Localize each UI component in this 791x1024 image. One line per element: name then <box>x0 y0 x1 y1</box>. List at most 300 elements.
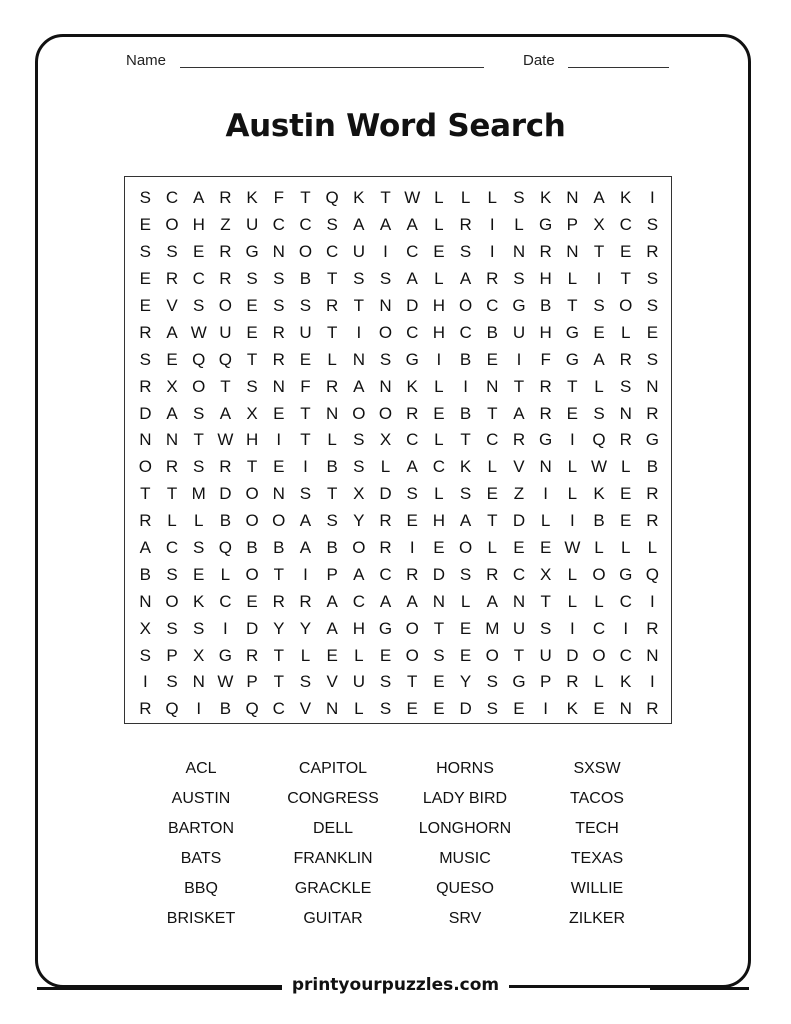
grid-letter: L <box>434 376 444 396</box>
grid-letter: S <box>353 269 365 289</box>
grid-letter: B <box>646 457 659 477</box>
grid-letter: N <box>326 403 339 423</box>
grid-letter: S <box>139 645 152 665</box>
grid-letter: A <box>299 538 312 558</box>
grid-letter: G <box>512 672 526 692</box>
grid-letter: S <box>273 269 285 289</box>
word-list-item: SRV <box>448 910 482 927</box>
grid-letter: T <box>540 591 551 611</box>
grid-letter: E <box>273 403 285 423</box>
grid-letter: E <box>193 564 205 584</box>
grid-letter: F <box>540 349 551 369</box>
grid-letter: S <box>299 672 312 692</box>
grid-letter: L <box>380 457 391 477</box>
grid-letter: B <box>273 538 285 558</box>
grid-letter: Q <box>192 349 206 369</box>
grid-letter: O <box>138 457 152 477</box>
grid-letter: L <box>354 645 364 665</box>
grid-letter: V <box>299 699 312 719</box>
grid-letter: O <box>352 403 366 423</box>
grid-letter: N <box>512 242 526 262</box>
grid-letter: Q <box>592 430 606 450</box>
grid-letter: L <box>514 215 524 235</box>
grid-letter: E <box>539 538 552 558</box>
grid-letter: Q <box>245 699 259 719</box>
grid-letter: I <box>543 484 549 504</box>
grid-letter: E <box>166 349 178 369</box>
grid-letter: D <box>379 484 392 504</box>
grid-letter: H <box>432 511 446 531</box>
grid-letter: S <box>459 242 472 262</box>
grid-letter: O <box>272 511 286 531</box>
grid-letter: E <box>433 672 445 692</box>
grid-letter: R <box>139 322 152 342</box>
grid-letter: L <box>567 564 578 584</box>
grid-letter: E <box>459 645 472 665</box>
word-list-item: LONGHORN <box>418 820 512 837</box>
grid-letter: L <box>567 457 578 477</box>
grid-letter: K <box>193 591 205 611</box>
grid-letter: R <box>646 484 659 504</box>
grid-letter: L <box>620 322 631 342</box>
grid-letter: C <box>486 296 499 315</box>
grid-letter: T <box>220 376 231 396</box>
grid-letter: S <box>193 403 205 423</box>
grid-letter: I <box>463 376 468 396</box>
grid-letter: Y <box>459 672 472 692</box>
grid-letter: L <box>327 349 337 369</box>
grid-letter: E <box>513 538 525 558</box>
grid-letter: S <box>273 296 285 315</box>
grid-letter: I <box>623 618 629 638</box>
grid-letter: N <box>352 349 365 369</box>
grid-letter: C <box>219 591 232 611</box>
grid-letter: E <box>246 296 258 315</box>
grid-letter: N <box>326 699 339 719</box>
grid-letter: S <box>646 296 659 315</box>
grid-letter: R <box>646 618 659 638</box>
grid-letter: R <box>379 511 392 531</box>
grid-letter: T <box>460 430 471 450</box>
grid-letter: P <box>326 564 338 584</box>
grid-letter: X <box>139 618 152 638</box>
grid-letter: S <box>353 457 365 477</box>
grid-letter: U <box>512 322 526 342</box>
grid-letter: E <box>326 645 338 665</box>
word-list-item: FRANKLIN <box>293 850 373 867</box>
grid-letter: I <box>142 672 148 692</box>
grid-letter: R <box>619 349 632 369</box>
grid-letter: R <box>272 349 285 369</box>
grid-letter: E <box>406 699 418 719</box>
grid-letter: C <box>459 322 472 342</box>
word-list-item: CAPITOL <box>298 760 368 777</box>
grid-letter: A <box>139 538 152 558</box>
grid-letter: N <box>272 376 285 396</box>
grid-letter: Z <box>220 215 231 235</box>
grid-letter: A <box>593 188 605 208</box>
grid-letter: R <box>219 242 232 262</box>
grid-letter: D <box>432 564 446 584</box>
grid-letter: G <box>245 242 259 262</box>
grid-letter: S <box>379 269 392 289</box>
grid-letter: G <box>645 430 660 450</box>
grid-letter: R <box>272 322 285 342</box>
grid-letter: N <box>539 457 552 477</box>
grid-letter: D <box>219 484 232 504</box>
grid-letter: W <box>217 430 234 450</box>
grid-letter: C <box>512 564 526 584</box>
grid-letter: H <box>352 618 365 638</box>
grid-letter: C <box>379 564 392 584</box>
grid-letter: T <box>407 672 418 692</box>
grid-letter: R <box>219 188 232 208</box>
grid-letter: S <box>646 215 659 235</box>
grid-letter: S <box>193 538 205 558</box>
grid-letter: I <box>196 699 202 719</box>
grid-letter: U <box>299 322 312 342</box>
word-list-item: ACL <box>185 760 217 777</box>
grid-letter: U <box>539 645 552 665</box>
grid-letter: T <box>513 376 525 396</box>
grid-letter: E <box>566 403 579 423</box>
grid-letter: R <box>272 591 285 611</box>
word-list-item: WILLIE <box>570 880 624 897</box>
grid-letter: C <box>352 591 365 611</box>
grid-letter: R <box>646 242 659 262</box>
grid-letter: N <box>379 296 392 315</box>
grid-letter: R <box>646 699 659 719</box>
grid-letter: A <box>326 618 338 638</box>
grid-letter: L <box>460 188 471 208</box>
grid-letter: L <box>567 591 578 611</box>
grid-letter: L <box>540 511 551 531</box>
grid-letter: C <box>406 430 419 450</box>
grid-letter: A <box>379 591 392 611</box>
grid-letter: S <box>486 672 498 692</box>
grid-letter: C <box>432 457 446 477</box>
grid-letter: O <box>485 645 499 665</box>
grid-letter: R <box>299 591 312 611</box>
grid-letter: E <box>593 699 605 719</box>
page-title: Austin Word Search <box>225 108 566 144</box>
grid-letter: A <box>166 403 178 423</box>
grid-letter: S <box>513 188 525 208</box>
grid-letter: L <box>620 457 631 477</box>
grid-letter: S <box>139 188 152 208</box>
grid-letter: H <box>539 269 552 289</box>
grid-letter: I <box>489 215 495 235</box>
grid-letter: S <box>193 618 205 638</box>
grid-letter: S <box>299 484 312 504</box>
grid-letter: L <box>300 645 311 665</box>
grid-letter: E <box>433 242 445 262</box>
grid-letter: L <box>434 269 444 289</box>
word-list-item: HORNS <box>436 760 494 777</box>
grid-letter: V <box>166 296 178 315</box>
grid-letter: R <box>139 699 152 719</box>
grid-letter: O <box>405 618 419 638</box>
grid-letter: T <box>300 430 311 450</box>
grid-letter: L <box>594 376 604 396</box>
grid-letter: W <box>190 322 207 342</box>
grid-letter: L <box>354 699 364 719</box>
grid-letter: T <box>593 242 605 262</box>
grid-letter: Q <box>218 349 233 369</box>
grid-letter: T <box>273 564 284 584</box>
grid-letter: O <box>352 538 366 558</box>
grid-letter: S <box>326 511 338 531</box>
grid-letter: P <box>166 645 178 665</box>
grid-letter: I <box>569 618 575 638</box>
grid-letter: M <box>485 618 500 638</box>
grid-letter: L <box>434 484 444 504</box>
grid-letter: R <box>486 564 499 584</box>
word-list-item: GUITAR <box>303 910 363 927</box>
grid-letter: G <box>619 564 633 584</box>
grid-letter: U <box>352 242 365 262</box>
grid-letter: A <box>353 376 365 396</box>
grid-letter: K <box>566 699 579 719</box>
word-list-item: GRACKLE <box>294 880 372 897</box>
grid-letter: C <box>165 538 179 558</box>
grid-letter: E <box>620 511 632 531</box>
grid-letter: O <box>458 296 473 315</box>
grid-letter: S <box>299 296 312 315</box>
grid-letter: L <box>567 484 578 504</box>
grid-letter: L <box>487 457 498 477</box>
grid-letter: S <box>486 699 498 719</box>
grid-letter: P <box>246 672 258 692</box>
word-list-item: TACOS <box>570 790 624 807</box>
grid-letter: L <box>620 538 631 558</box>
grid-letter: G <box>378 618 393 638</box>
grid-letter: R <box>406 564 419 584</box>
grid-letter: B <box>139 564 152 584</box>
grid-letter: P <box>566 215 579 235</box>
grid-letter: W <box>591 457 608 477</box>
grid-letter: S <box>379 349 392 369</box>
grid-letter: K <box>539 188 552 208</box>
grid-letter: T <box>273 672 284 692</box>
grid-letter: K <box>593 484 605 504</box>
grid-letter: H <box>539 322 552 342</box>
word-list-item: BRISKET <box>166 910 236 927</box>
grid-letter: X <box>193 645 205 665</box>
grid-letter: N <box>272 242 285 262</box>
grid-letter: X <box>353 484 365 504</box>
grid-letter: I <box>383 242 388 262</box>
grid-letter: E <box>593 322 605 342</box>
grid-letter: C <box>272 699 285 719</box>
grid-letter: A <box>459 511 472 531</box>
grid-letter: Q <box>218 538 233 558</box>
grid-letter: G <box>218 645 233 665</box>
grid-letter: B <box>219 511 232 531</box>
grid-letter: L <box>487 188 498 208</box>
name-label: Name <box>126 52 167 69</box>
grid-letter: D <box>406 296 419 315</box>
grid-letter: T <box>326 484 338 504</box>
grid-letter: O <box>298 242 313 262</box>
grid-letter: A <box>406 269 418 289</box>
grid-letter: T <box>300 403 311 423</box>
grid-letter: A <box>486 591 498 611</box>
grid-letter: L <box>594 672 604 692</box>
word-list-item: DELL <box>312 820 354 837</box>
grid-letter: S <box>433 645 445 665</box>
grid-letter: R <box>459 215 472 235</box>
grid-letter: L <box>327 430 337 450</box>
grid-letter: S <box>459 564 472 584</box>
grid-letter: N <box>379 376 392 396</box>
grid-letter: S <box>139 242 152 262</box>
grid-letter: R <box>219 269 232 289</box>
grid-letter: N <box>139 591 152 611</box>
grid-letter: A <box>406 457 418 477</box>
grid-letter: E <box>513 699 525 719</box>
grid-letter: T <box>193 430 204 450</box>
grid-letter: S <box>379 672 392 692</box>
grid-letter: I <box>223 618 228 638</box>
grid-letter: D <box>245 618 259 638</box>
grid-letter: I <box>650 672 655 692</box>
grid-letter: S <box>139 349 152 369</box>
grid-letter: I <box>303 564 308 584</box>
grid-letter: T <box>246 457 258 477</box>
grid-letter: O <box>245 511 259 531</box>
grid-letter: Y <box>353 511 365 531</box>
grid-letter: E <box>246 591 258 611</box>
grid-letter: N <box>619 699 632 719</box>
grid-letter: X <box>379 430 392 450</box>
footer <box>0 975 791 995</box>
grid-letter: S <box>593 403 605 423</box>
grid-letter: L <box>460 591 471 611</box>
grid-letter: E <box>299 349 312 369</box>
grid-letter: L <box>434 188 444 208</box>
grid-letter: Y <box>273 618 285 638</box>
grid-letter: I <box>409 538 415 558</box>
grid-letter: M <box>191 484 206 504</box>
grid-letter: K <box>246 188 258 208</box>
grid-letter: E <box>459 618 472 638</box>
word-list-item: LADY BIRD <box>422 790 508 807</box>
grid-letter: H <box>432 322 446 342</box>
grid-letter: O <box>245 484 259 504</box>
grid-letter: D <box>139 403 152 423</box>
grid-letter: B <box>486 322 498 342</box>
grid-letter: I <box>650 188 655 208</box>
grid-letter: I <box>650 591 655 611</box>
grid-letter: E <box>486 349 498 369</box>
grid-letter: U <box>219 322 232 342</box>
grid-letter: S <box>593 296 605 315</box>
grid-letter: S <box>166 564 178 584</box>
grid-letter: A <box>353 215 365 235</box>
word-list-item: BATS <box>180 850 222 867</box>
grid-letter: O <box>592 564 606 584</box>
grid-letter: I <box>569 511 575 531</box>
grid-letter: R <box>379 538 392 558</box>
grid-letter: T <box>300 188 311 208</box>
grid-letter: U <box>352 672 365 692</box>
puzzle-grid <box>132 185 666 723</box>
grid-letter: B <box>299 269 312 289</box>
grid-letter: L <box>594 538 604 558</box>
grid-letter: L <box>487 538 498 558</box>
grid-letter: B <box>539 296 552 315</box>
grid-letter: T <box>487 511 498 531</box>
grid-letter: A <box>166 322 178 342</box>
grid-letter: B <box>459 403 472 423</box>
grid-letter: S <box>646 269 659 289</box>
word-list-item: BBQ <box>184 880 218 897</box>
word-list-item: SXSW <box>573 760 621 777</box>
grid-letter: N <box>192 672 205 692</box>
grid-letter: C <box>406 322 419 342</box>
grid-letter: S <box>326 215 338 235</box>
grid-letter: S <box>193 457 205 477</box>
grid-letter: R <box>326 296 339 315</box>
grid-letter: I <box>569 430 575 450</box>
grid-letter: C <box>406 242 419 262</box>
grid-letter: T <box>567 296 578 315</box>
grid-letter: C <box>299 215 312 235</box>
grid-letter: W <box>404 188 421 208</box>
grid-letter: A <box>353 564 365 584</box>
grid-letter: I <box>276 430 282 450</box>
grid-letter: S <box>379 699 392 719</box>
grid-letter: A <box>326 591 338 611</box>
word-list-item: CONGRESS <box>287 790 379 807</box>
puzzle-grid-box <box>124 176 672 724</box>
grid-letter: W <box>564 538 581 558</box>
grid-letter: N <box>646 645 659 665</box>
word-list-item: ZILKER <box>568 910 625 927</box>
grid-letter: G <box>512 296 526 315</box>
grid-letter: R <box>139 511 152 531</box>
grid-letter: G <box>539 215 553 235</box>
word-list-item: TEXAS <box>570 850 624 867</box>
grid-letter: T <box>620 269 631 289</box>
grid-letter: K <box>459 457 472 477</box>
grid-letter: O <box>218 296 233 315</box>
grid-letter: R <box>326 376 339 396</box>
grid-letter: L <box>594 591 604 611</box>
grid-letter: R <box>486 269 499 289</box>
grid-letter: N <box>165 430 179 450</box>
grid-letter: A <box>299 511 312 531</box>
grid-letter: E <box>246 322 258 342</box>
grid-letter: Q <box>645 564 660 584</box>
grid-letter: N <box>272 484 285 504</box>
word-list-item: TECH <box>575 820 619 837</box>
grid-letter: A <box>513 403 525 423</box>
word-list <box>135 754 663 934</box>
grid-letter: S <box>166 672 178 692</box>
grid-letter: T <box>380 188 391 208</box>
grid-letter: C <box>192 269 205 289</box>
grid-letter: B <box>219 699 232 719</box>
grid-letter: E <box>273 457 285 477</box>
grid-letter: L <box>567 269 578 289</box>
grid-letter: R <box>539 376 552 396</box>
grid-letter: O <box>165 215 179 235</box>
date-line <box>568 67 669 68</box>
grid-letter: G <box>539 430 553 450</box>
grid-letter: L <box>647 538 658 558</box>
